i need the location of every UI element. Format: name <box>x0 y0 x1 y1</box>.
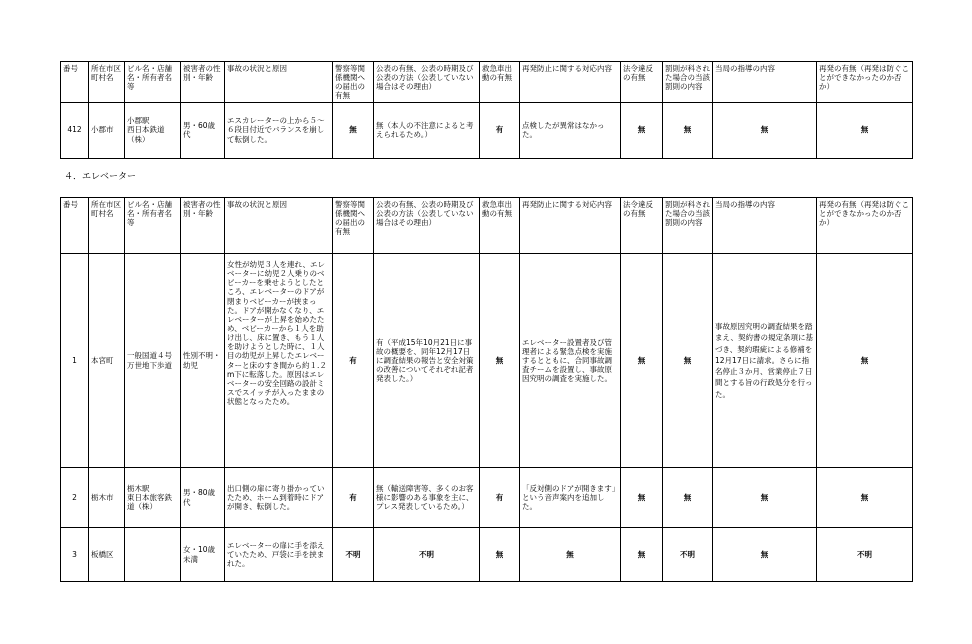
cell-number: 412 <box>61 102 89 158</box>
header-penalty: 罰則が科された場合の当該罰則の内容 <box>663 62 713 103</box>
header-victim: 被害者の性別・年齢 <box>181 62 225 103</box>
header-penalty: 罰則が科された場合の当該罰則の内容 <box>663 198 713 254</box>
cell-police: 有 <box>333 254 374 468</box>
cell-building: 栃木駅 東日本旅客鉄道（株） <box>125 468 181 528</box>
header-guidance: 当局の指導の内容 <box>713 198 817 254</box>
cell-publication: 無（本人の不注意によると考えられるため。） <box>374 102 480 158</box>
header-publication: 公表の有無、公表の時期及び公表の方法（公表していない場合はその理由） <box>374 198 480 254</box>
header-recurrence: 再発の有無（再発は防ぐことができなかったのか否か） <box>817 198 913 254</box>
header-ambulance: 救急車出動の有無 <box>480 198 520 254</box>
table-header-row <box>61 62 913 103</box>
cell-victim: 女・10歳未満 <box>181 528 225 582</box>
cell-violation: 無 <box>621 528 663 582</box>
cell-police: 不明 <box>333 528 374 582</box>
cell-prevention: エレベーター設置者及び管理者による緊急点検を実施するとともに、合同事故調査チームを設置し、事故原因究明の調査を実施した。 <box>520 254 621 468</box>
cell-municipality: 小郡市 <box>89 102 125 158</box>
cell-number: 3 <box>61 528 89 582</box>
cell-number: 1 <box>61 254 89 468</box>
cell-violation: 無 <box>621 254 663 468</box>
cell-penalty: 不明 <box>663 528 713 582</box>
cell-ambulance: 有 <box>480 468 520 528</box>
header-victim: 被害者の性別・年齢 <box>181 198 225 254</box>
cell-prevention: 点検したが異常はなかった。 <box>520 102 621 158</box>
cell-building: 一般国道４号 万世地下歩道 <box>125 254 181 468</box>
cell-publication: 有（平成15年10月21日に事故の概要を、同年12月17日に調査結果の報告と安全対策の改善についてそれぞれ記者発表した。） <box>374 254 480 468</box>
cell-penalty: 無 <box>663 102 713 158</box>
header-guidance: 当局の指導の内容 <box>713 62 817 103</box>
cell-situation: エレベーターの扉に手を添えていたため、戸袋に手を挟まれた。 <box>225 528 333 582</box>
escalator-accident-table <box>60 61 913 159</box>
table-row <box>61 254 913 468</box>
cell-ambulance: 無 <box>480 528 520 582</box>
cell-situation: 出口側の扉に寄り掛かっていたため、ホーム到着時にドアが開き、転倒した。 <box>225 468 333 528</box>
table-row <box>61 528 913 582</box>
cell-prevention: 無 <box>520 528 621 582</box>
table-row <box>61 102 913 158</box>
table-header-row <box>61 198 913 254</box>
header-building: ビル名・店舗名・所有者名等 <box>125 62 181 103</box>
cell-penalty: 無 <box>663 468 713 528</box>
elevator-accident-table <box>60 197 913 582</box>
cell-victim: 性別不明・幼児 <box>181 254 225 468</box>
table-row <box>61 468 913 528</box>
cell-publication: 無（輸送障害等、多くのお客様に影響のある事象を主に、プレス発表しているため。） <box>374 468 480 528</box>
cell-publication: 不明 <box>374 528 480 582</box>
cell-police: 無 <box>333 102 374 158</box>
cell-building <box>125 528 181 582</box>
header-police: 警察等関係機関への届出の有無 <box>333 198 374 254</box>
cell-guidance: 事故原因究明の調査結果を踏まえ、契約書の規定条項に基づき、契約瑕疵による修補を12月17日に請求。さらに指名停止３か月、営業停止７日間とする旨の行政処分を行った。 <box>713 254 817 468</box>
header-violation: 法令違反の有無 <box>621 198 663 254</box>
cell-situation: エスカレーターの上から５～６段目付近でバランスを崩して転倒した。 <box>225 102 333 158</box>
header-situation: 事故の状況と原因 <box>225 62 333 103</box>
cell-victim: 男・80歳代 <box>181 468 225 528</box>
section-title: ４．エレベーター <box>64 172 137 182</box>
cell-guidance: 無 <box>713 468 817 528</box>
header-prevention: 再発防止に関する対応内容 <box>520 198 621 254</box>
header-municipality: 所在市区町村名 <box>89 198 125 254</box>
header-situation: 事故の状況と原因 <box>225 198 333 254</box>
header-publication: 公表の有無、公表の時期及び公表の方法（公表していない場合はその理由） <box>374 62 480 103</box>
cell-ambulance: 有 <box>480 102 520 158</box>
cell-recurrence: 不明 <box>817 528 913 582</box>
cell-penalty: 無 <box>663 254 713 468</box>
cell-violation: 無 <box>621 468 663 528</box>
cell-recurrence: 無 <box>817 102 913 158</box>
header-recurrence: 再発の有無（再発は防ぐことができなかったのか否か） <box>817 62 913 103</box>
cell-prevention: 「反対側のドアが開きます」という音声案内を追加した。 <box>520 468 621 528</box>
cell-victim: 男・60歳代 <box>181 102 225 158</box>
header-municipality: 所在市区町村名 <box>89 62 125 103</box>
cell-municipality: 板橋区 <box>89 528 125 582</box>
header-police: 警察等関係機関への届出の有無 <box>333 62 374 103</box>
cell-situation: 女性が幼児３人を連れ、エレベーターに幼児２人乗りのベビーカーを乗せようとしたところ、エレベーターのドアが閉まりベビーカーが挟まった。ドアが開かなくなり、エレベーターが上昇を始めたため、ベビーカーから１人を助け出し、床に置き、もう１人を助けようとした時に、１人目の幼児が上昇したエレベーターと床のすき間から約１.２m下に転落した。原因はエレベーターの安全回路の設計ミスでスイッチが入ったままの状態となったため。 <box>225 254 333 468</box>
cell-municipality: 栃木市 <box>89 468 125 528</box>
header-violation: 法令違反の有無 <box>621 62 663 103</box>
cell-police: 有 <box>333 468 374 528</box>
header-building: ビル名・店舗名・所有者名等 <box>125 198 181 254</box>
cell-number: 2 <box>61 468 89 528</box>
cell-recurrence: 無 <box>817 254 913 468</box>
cell-building: 小郡駅 西日本鉄道（株） <box>125 102 181 158</box>
cell-recurrence: 無 <box>817 468 913 528</box>
cell-violation: 無 <box>621 102 663 158</box>
cell-guidance: 無 <box>713 528 817 582</box>
header-ambulance: 救急車出動の有無 <box>480 62 520 103</box>
header-prevention: 再発防止に関する対応内容 <box>520 62 621 103</box>
cell-ambulance: 無 <box>480 254 520 468</box>
cell-municipality: 本宮町 <box>89 254 125 468</box>
header-number: 番号 <box>61 62 89 103</box>
cell-guidance: 無 <box>713 102 817 158</box>
header-number: 番号 <box>61 198 89 254</box>
